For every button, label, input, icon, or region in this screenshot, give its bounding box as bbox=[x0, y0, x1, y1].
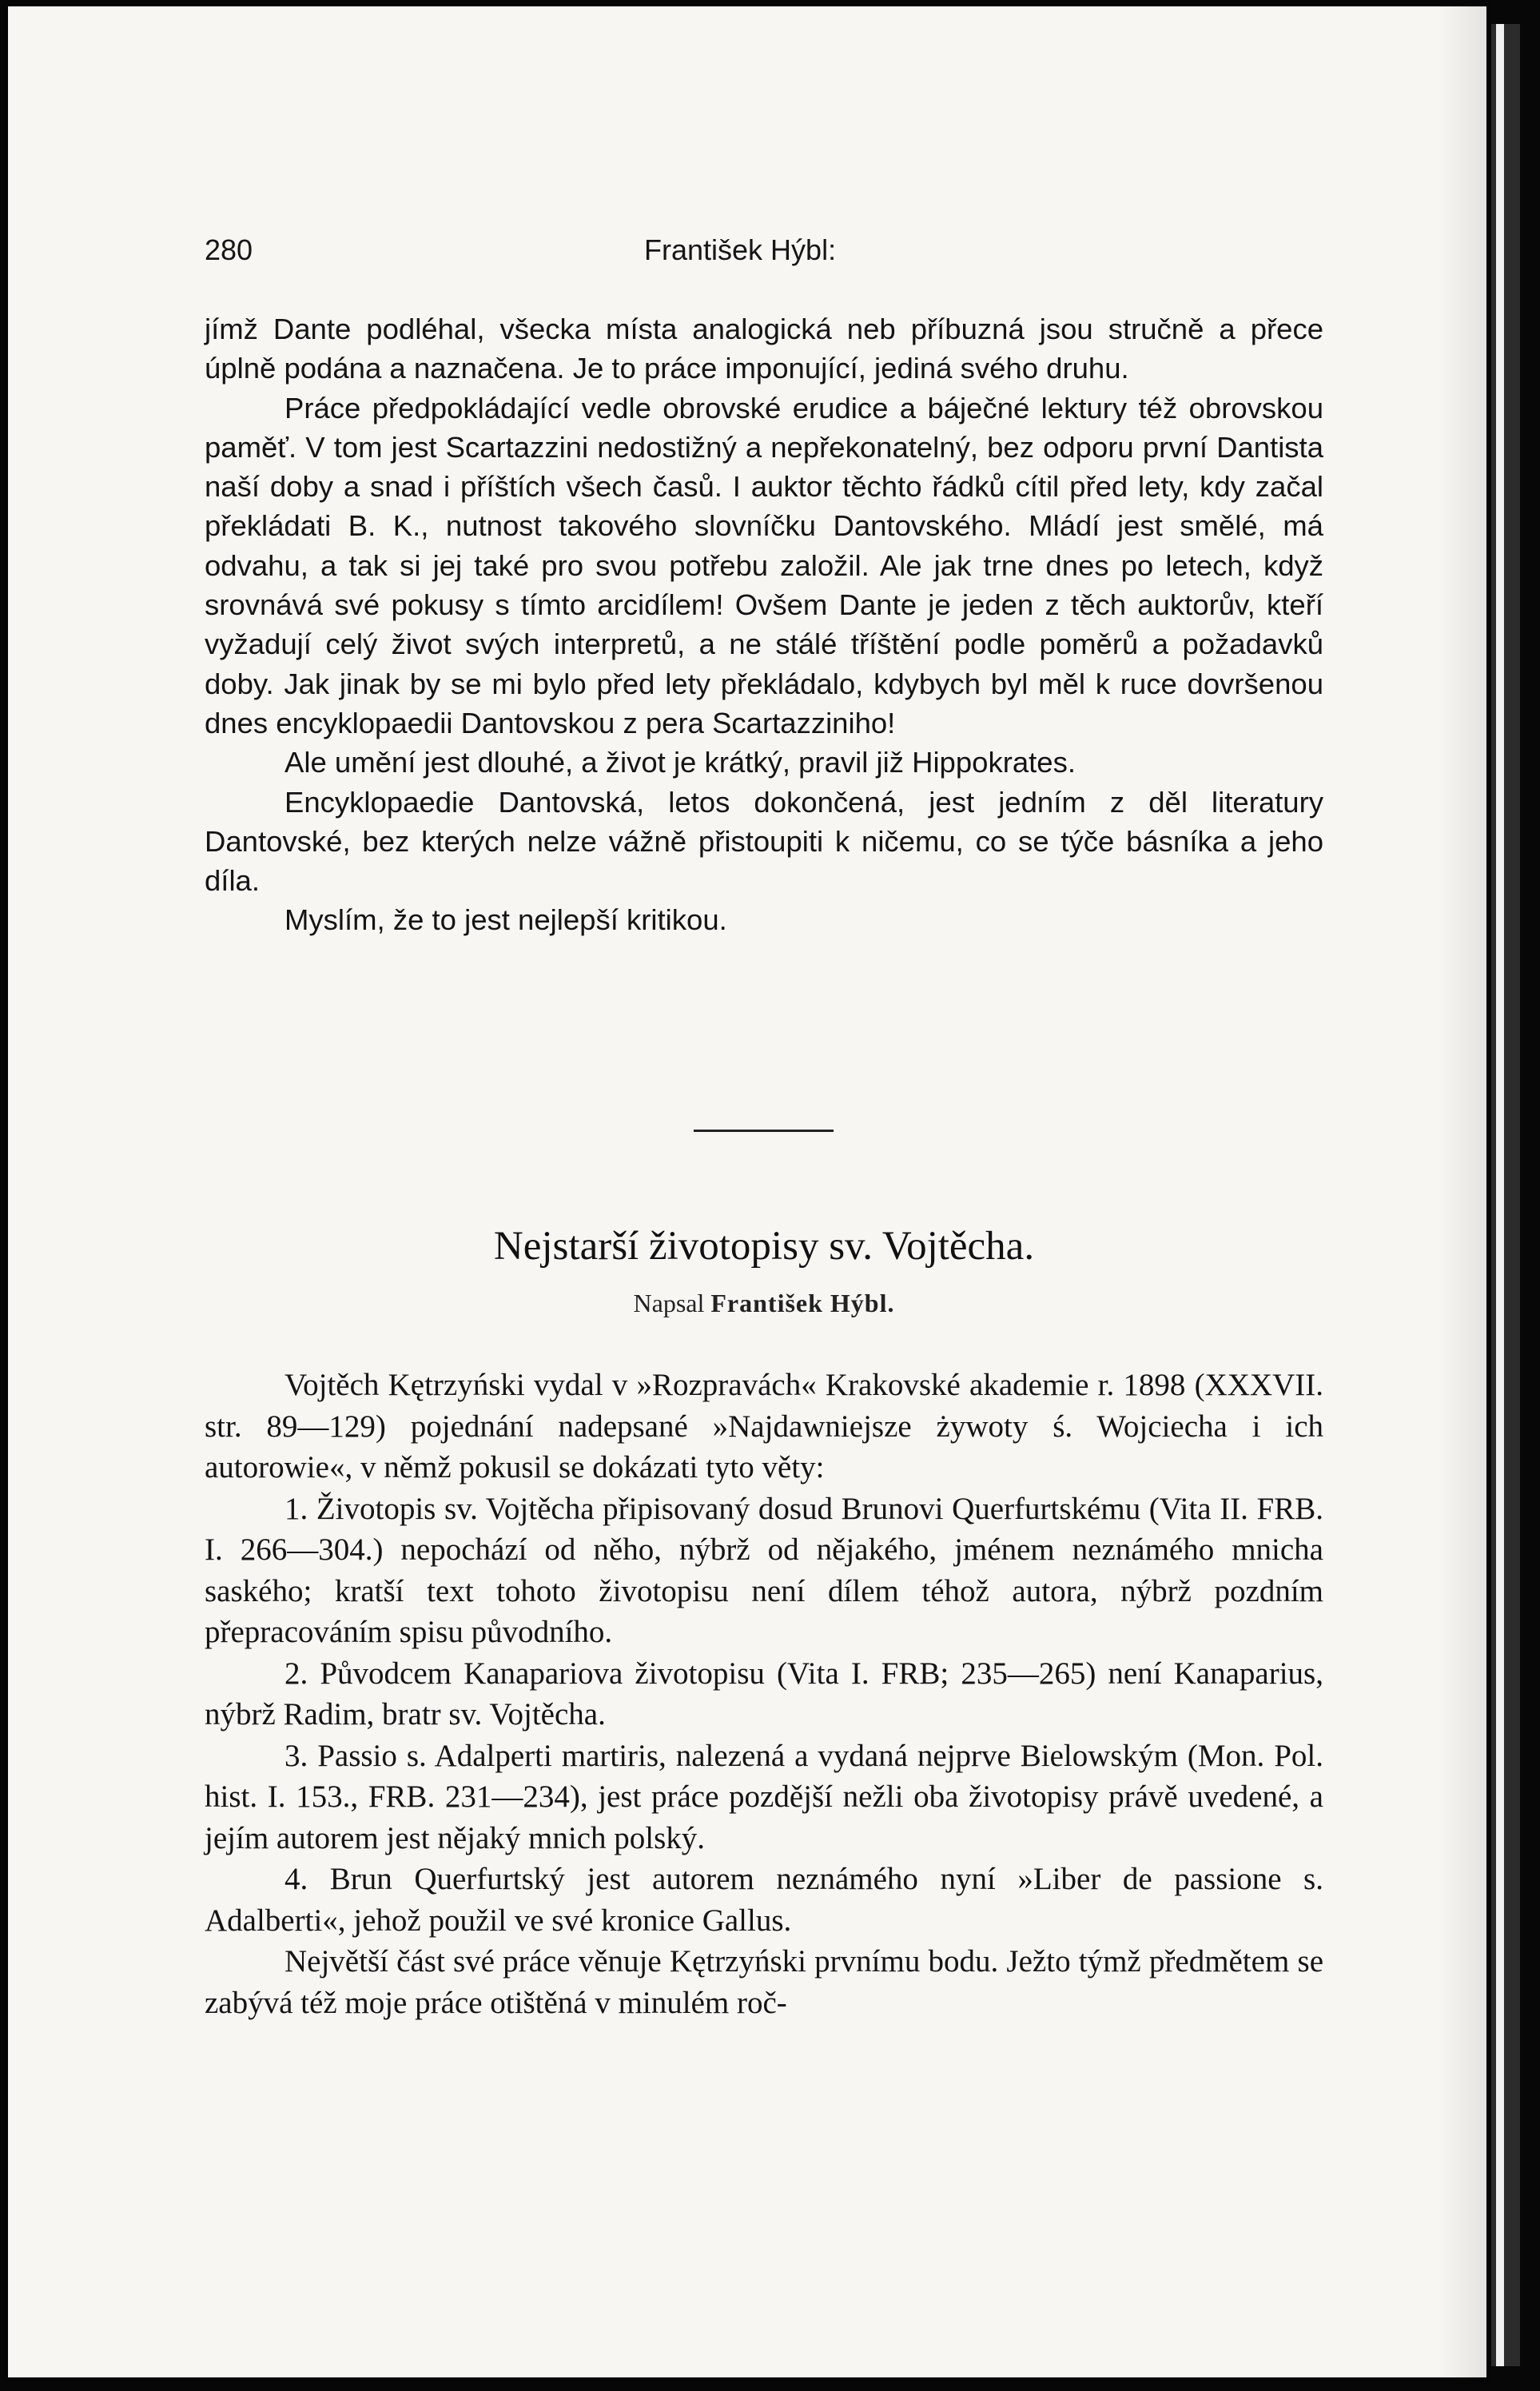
article-title: Nejstarší životopisy sv. Vojtěcha. bbox=[493, 1224, 1035, 1269]
scan-binding-highlight bbox=[1496, 24, 1504, 2366]
running-head: František Hýbl: bbox=[644, 233, 837, 266]
paragraph: Myslím, že to jest nejlepší kritikou. bbox=[285, 903, 727, 937]
list-item: 1. Životopis sv. Vojtěcha připisovaný dosud Brunovi Querfurtskému (Vita II. FRB. I. 266—304.) nepochází od něho, nýbrž od nějakého, jménem neznámého mnicha saského; kratší text tohoto životopisu není dílem téhož autora, nýbrž pozdním přepracováním spisu původního. bbox=[205, 1491, 1323, 1649]
byline-prefix: Napsal bbox=[633, 1289, 705, 1317]
page-number: 280 bbox=[205, 233, 253, 266]
list-item: 4. Brun Querfurtský jest autorem neznámého nyní »Liber de passione s. Adalberti«, jehož použil ve své kronice Gallus. bbox=[205, 1862, 1323, 1938]
list-item: 2. Původcem Kanapariova životopisu (Vita I. FRB; 235—265) není Kanaparius, nýbrž Radim, bratr sv. Vojtěcha. bbox=[205, 1656, 1323, 1731]
paragraph: Encyklopaedie Dantovská, letos dokončená, jest jedním z děl literatury Dantovské, bez kterých nelze vážně přistoupiti k ničemu, co se týče básníka a jeho díla. bbox=[205, 785, 1323, 898]
paragraph: Ale umění jest dlouhé, a život je krátký, pravil již Hippokrates. bbox=[285, 746, 1076, 779]
article-byline bbox=[205, 1289, 1323, 1318]
section-divider bbox=[694, 1130, 834, 1132]
continued-text-block bbox=[205, 309, 1323, 940]
paragraph: jímž Dante podléhal, všecka místa analogická neb příbuzná jsou stručně a přece úplně podána a naznačena. Je to práce imponující, jediná svého druhu. bbox=[205, 313, 1323, 385]
paragraph: Největší část své práce věnuje Kętrzyński prvnímu bodu. Ježto týmž předmětem se zabývá též moje práce otištěná v minulém roč- bbox=[205, 1944, 1323, 2020]
byline-author: František Hýbl. bbox=[710, 1289, 895, 1317]
article-body bbox=[205, 1365, 1323, 2023]
page-header bbox=[205, 233, 1323, 265]
paragraph: Práce předpokládající vedle obrovské erudice a báječné lektury též obrovskou paměť. V tom jest Scartazzini nedostižný a nepřekonatelný, bez odporu první Dantista naší doby a snad i příštích všech časů. I auktor těchto řádků cítil před lety, kdy začal překládati B. K., nutnost takového slovníčku Dantovského. Mládí jest smělé, má odvahu, a tak si jej také pro svou potřebu založil. Ale jak trne dnes po letech, když srovnává své pokusy s tímto arcidílem! Ovšem Dante je jeden z těch auktorův, kteří vyžadují celý život svých interpretů, a ne stálé tříštění podle poměrů a požadavků doby. Jak jinak by se mi bylo před lety překládalo, kdybych byl měl k ruce dovršenou dnes encyklopaedii Dantovskou z pera Scartazziniho! bbox=[205, 391, 1323, 739]
list-item: 3. Passio s. Adalperti martiris, nalezená a vydaná nejprve Bielowským (Mon. Pol. hist. I. 153., FRB. 231—234), jest práce pozdější nežli oba životopisy právě uvedené, a jejím autorem jest nějaký mnich polský. bbox=[205, 1738, 1323, 1855]
paragraph: Vojtěch Kętrzyński vydal v »Rozpravách« Krakovské akademie r. 1898 (XXXVII. str. 89—129) pojednání nadepsané »Najdawniejsze żywoty ś. Wojciecha i ich autorowie«, v němž pokusil se dokázati tyto věty: bbox=[205, 1368, 1323, 1484]
page-edge-shadow bbox=[1439, 6, 1486, 2377]
